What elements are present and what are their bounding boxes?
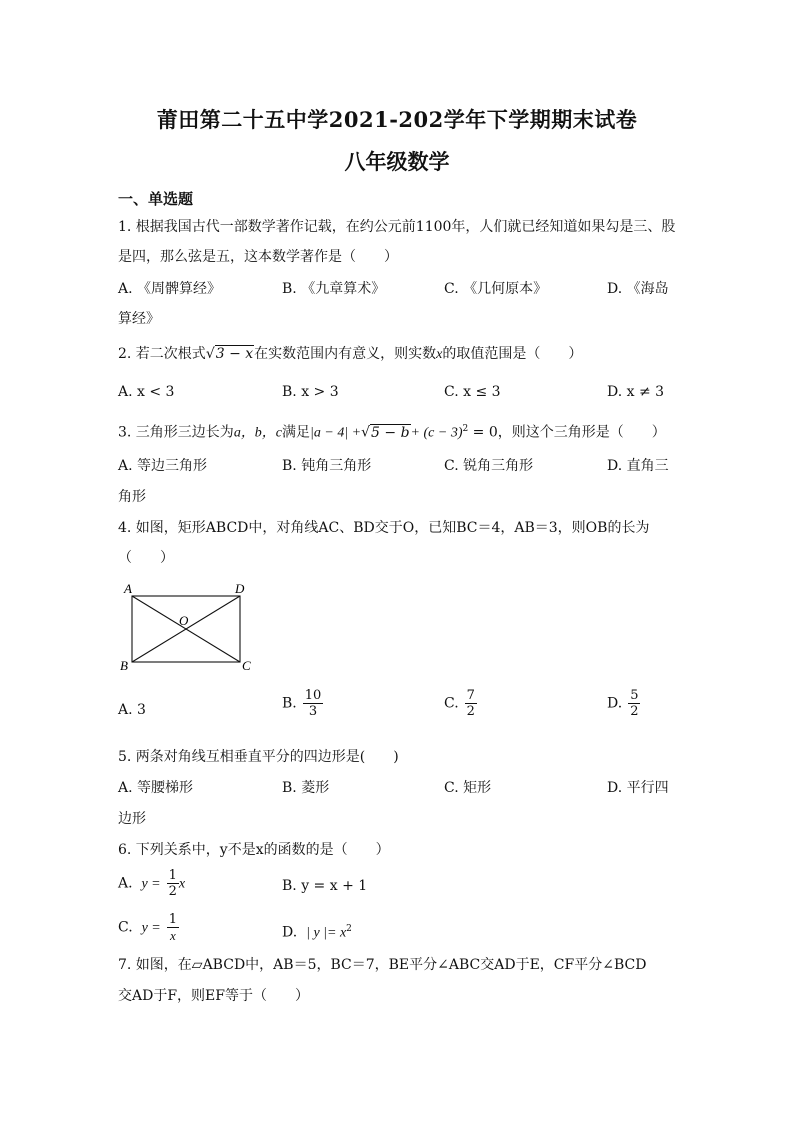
q5-option-a: A. 等腰梯形 bbox=[118, 780, 194, 796]
q4-option-b-numerator: 10 bbox=[304, 688, 322, 703]
q6-option-c-lhs: y = bbox=[141, 920, 161, 936]
q4-option-c bbox=[444, 688, 477, 719]
q4-option-c-denominator: 2 bbox=[466, 704, 475, 719]
q2-option-b: B. x > 3 bbox=[282, 384, 339, 400]
q4-option-c-numerator: 7 bbox=[466, 688, 475, 703]
q3-stem-pre: 3. 三角形三边长为 bbox=[118, 424, 234, 441]
q3-option-b: B. 钝角三角形 bbox=[282, 458, 372, 474]
q3-exponent: 2 bbox=[462, 424, 469, 434]
q1-option-a: A. 《周髀算经》 bbox=[118, 281, 222, 297]
q3-stem: 3. 三角形三边长为a，b，c满足$|a - 4| +√5 - b+ (c - 3)^2 = 0$，则这个三角形是（ ） bbox=[118, 424, 666, 441]
q2-radicand: 3 − x bbox=[215, 346, 254, 362]
q3-radicand: 5 − b bbox=[371, 424, 410, 441]
q3-expr-square: + (c − 3) bbox=[410, 425, 463, 441]
q5-option-d-cont: 边形 bbox=[118, 811, 146, 827]
q4-stem-line1: 4. 如图，矩形ABCD中，对角线AC、BD交于O，已知BC＝4，AB＝3，则OB的长为 bbox=[118, 520, 650, 536]
q3-expr-zero: = 0 bbox=[468, 424, 498, 441]
q6-option-b: B. y = x + 1 bbox=[282, 878, 368, 894]
q4-option-d-numerator: 5 bbox=[630, 688, 639, 703]
q5-option-b: B. 菱形 bbox=[282, 780, 330, 796]
q4-option-b-label: B. bbox=[282, 695, 297, 712]
q2-option-c: C. x ≤ 3 bbox=[444, 384, 501, 400]
vertex-label-c: C bbox=[242, 658, 251, 673]
section-heading: 一、单选题 bbox=[118, 190, 194, 208]
q3-option-d: D. 直角三 bbox=[607, 458, 669, 474]
q2-option-a: A. x < 3 bbox=[118, 384, 175, 400]
q4-option-b-denominator: 3 bbox=[308, 704, 318, 719]
q4-option-b-fraction bbox=[303, 688, 324, 719]
q6-option-c-numerator: 1 bbox=[168, 912, 178, 927]
q3-expr-abs: |a − 4| + bbox=[310, 425, 362, 441]
q3-option-a: A. 等边三角形 bbox=[118, 458, 208, 474]
q6-option-a-rhs: x bbox=[178, 876, 186, 892]
q1-stem-line2: 是四，那么弦是五，这本数学著作是（ ） bbox=[118, 249, 398, 265]
q4-option-b bbox=[282, 688, 323, 719]
q2-var: x bbox=[436, 347, 443, 362]
q4-option-d bbox=[607, 688, 640, 719]
q6-option-d-label: D. bbox=[282, 924, 298, 941]
exam-subtitle: 八年级数学 bbox=[344, 149, 450, 174]
q4-option-d-denominator: 2 bbox=[630, 704, 639, 719]
q4-option-d-fraction bbox=[628, 688, 640, 719]
q2-stem: 2. 若二次根式√3 − x在实数范围内有意义，则实数x的取值范围是（ ） bbox=[118, 346, 583, 362]
q4-rectangle-figure bbox=[112, 578, 262, 674]
q6-option-c-fraction bbox=[167, 912, 179, 943]
q1-option-d: D. 《海岛 bbox=[607, 281, 669, 297]
q1-option-b: B. 《九章算术》 bbox=[282, 281, 386, 297]
q3-stem-post: ，则这个三角形是（ ） bbox=[497, 424, 666, 441]
q3-stem-mid: 满足 bbox=[282, 424, 311, 441]
q1-option-c: C. 《几何原本》 bbox=[444, 281, 548, 297]
q3-option-d-cont: 角形 bbox=[118, 489, 146, 505]
q6-option-d-expr: | y |= x bbox=[306, 925, 347, 941]
q2-stem-post: 的取值范围是（ ） bbox=[442, 346, 583, 362]
q7-stem-line1: 7. 如图，在▱ABCD中，AB＝5，BC＝7，BE平分∠ABC交AD于E，CF平分∠BCD bbox=[118, 957, 647, 973]
q4-option-a: A. 3 bbox=[118, 702, 146, 718]
q6-option-d-exponent: 2 bbox=[346, 924, 352, 934]
q6-option-c bbox=[118, 912, 179, 943]
q1-option-d-cont: 算经》 bbox=[118, 311, 160, 327]
q6-option-a-denominator: 2 bbox=[168, 884, 177, 899]
q6-option-c-denominator: x bbox=[170, 928, 176, 943]
q2-stem-pre: 2. 若二次根式 bbox=[118, 346, 206, 362]
center-label-o: O bbox=[179, 613, 189, 628]
q7-stem-line2: 交AD于F，则EF等于（ ） bbox=[118, 988, 309, 1004]
vertex-label-d: D bbox=[235, 581, 245, 596]
q1-stem-line1: 1. 根据我国古代一部数学著作记载，在约公元前1100年，人们就已经知道如果勾是三、股 bbox=[118, 219, 676, 235]
q6-option-c-label: C. bbox=[118, 919, 133, 936]
q4-option-d-label: D. bbox=[607, 695, 623, 712]
q6-stem: 6. 下列关系中，y不是x的函数的是（ ） bbox=[118, 842, 390, 858]
q6-option-a-label: A. bbox=[118, 875, 133, 892]
vertex-label-a: A bbox=[124, 581, 132, 596]
q6-option-a-lhs: y = bbox=[141, 876, 161, 892]
q6-option-a-fraction bbox=[167, 868, 179, 899]
q6-option-d bbox=[282, 919, 352, 944]
q2-stem-mid: 在实数范围内有意义，则实数 bbox=[254, 346, 437, 362]
q4-option-c-fraction bbox=[465, 688, 477, 719]
q5-option-d: D. 平行四 bbox=[607, 780, 669, 796]
q6-option-a-numerator: 1 bbox=[168, 868, 177, 883]
q4-stem-line2: （ ） bbox=[118, 550, 174, 566]
q4-option-c-label: C. bbox=[444, 695, 459, 712]
q6-option-a bbox=[118, 868, 185, 899]
q2-option-d: D. x ≠ 3 bbox=[607, 384, 665, 400]
vertex-label-b: B bbox=[120, 658, 128, 673]
exam-title: 莆田第二十五中学2021-202学年下学期期末试卷 bbox=[156, 107, 638, 132]
q3-option-c: C. 锐角三角形 bbox=[444, 458, 534, 474]
q5-option-c: C. 矩形 bbox=[444, 780, 492, 796]
q3-vars: a，b，c bbox=[233, 425, 283, 441]
q5-stem: 5. 两条对角线互相垂直平分的四边形是( ) bbox=[118, 749, 399, 765]
